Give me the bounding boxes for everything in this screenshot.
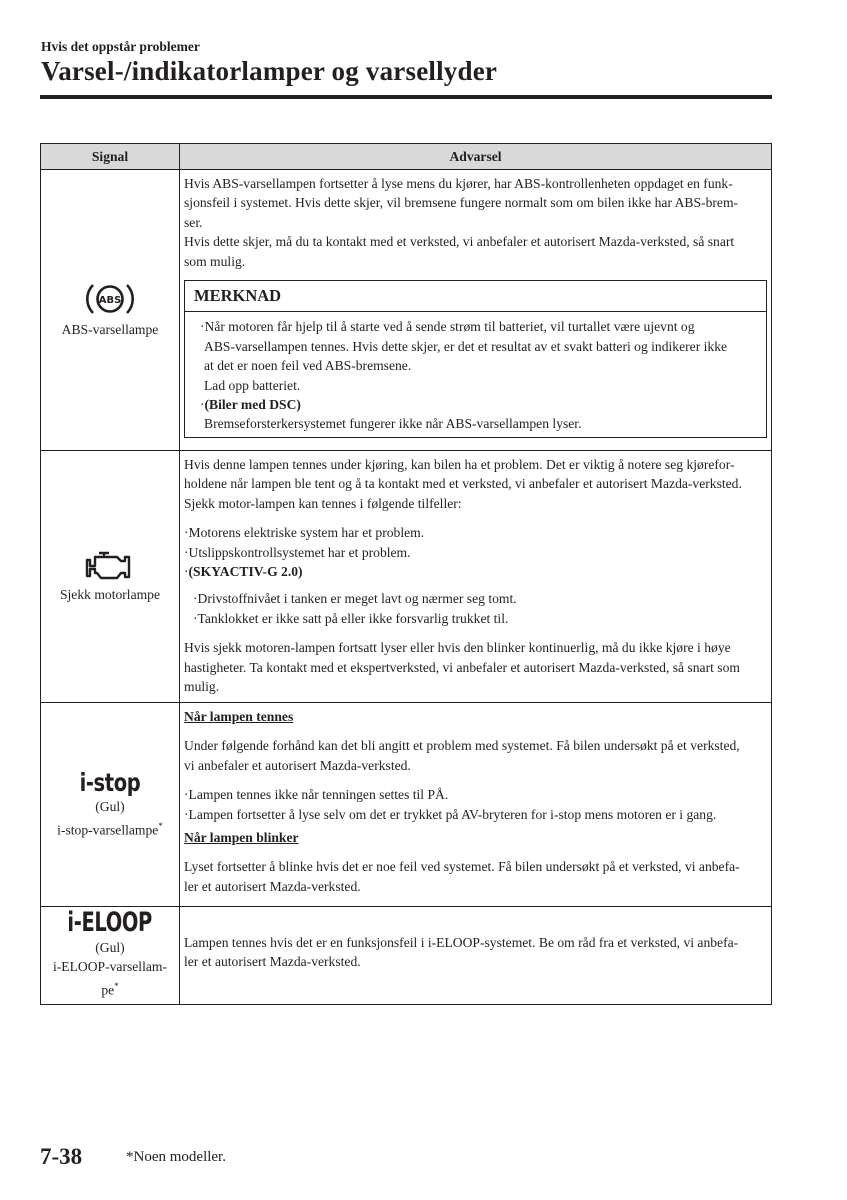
- ieloop-text-line: ler et autorisert Mazda-verksted.: [184, 954, 361, 970]
- note-line: ·Når motoren får hjelp til å starte ved å sende strøm til batteriet, vil turtallet være ujevnt og: [200, 319, 695, 335]
- warning-lamp-table: [40, 143, 772, 1005]
- warning-cell-check-engine: [180, 451, 772, 703]
- engine-check-icon: [85, 549, 135, 583]
- signal-cell-i-stop: [41, 703, 180, 907]
- table-row-check-engine: [41, 451, 772, 703]
- abs-text-line: som mulig.: [184, 253, 246, 269]
- note-line: Lad opp batteriet.: [204, 377, 301, 393]
- note-title: MERKNAD: [185, 281, 766, 312]
- i-stop-icon: i-stop: [79, 768, 141, 798]
- column-header-signal: Signal: [41, 144, 180, 170]
- abs-warning-icon: [84, 280, 136, 318]
- engine-text-line: hastigheter. Ta kontakt med et ekspertverksted, vi anbefaler et autorisert Mazda-verksted, så snart som: [184, 659, 740, 675]
- bullet-item: ·Lampen fortsetter å lyse selv om det er trykket på AV-bryteren for i-stop mens motoren er i gang.: [184, 806, 717, 822]
- bullet-item: ·Motorens elektriske system har et problem.: [184, 525, 425, 541]
- signal-cell-i-eloop: [41, 907, 180, 1005]
- note-line: at det er noen feil ved ABS-bremsene.: [204, 358, 412, 374]
- sub-heading-lamp-blinking: Når lampen blinker: [184, 830, 299, 846]
- signal-cell-check-engine: [41, 451, 180, 703]
- footnote: *Noen modeller.: [126, 1149, 226, 1165]
- engine-text-line: Hvis denne lampen tennes under kjøring, kan bilen ha et problem. Det er viktig å notere seg kjørefor-: [184, 457, 735, 472]
- ieloop-text-line: Lampen tennes hvis det er en funksjonsfeil i i-ELOOP-systemet. Be om råd fra et verksted, vi anbefa-: [184, 935, 739, 950]
- warning-cell-i-stop: [180, 703, 772, 907]
- note-line: ·(Biler med DSC): [200, 397, 301, 413]
- istop-text-line: Under følgende forhånd kan det bli angitt et problem med systemet. Få bilen undersøkt på et verksted,: [184, 738, 740, 754]
- signal-label-check-engine: Sjekk motorlampe: [59, 586, 161, 602]
- table-row-i-eloop: [41, 907, 772, 1005]
- i-eloop-icon: i-ELOOP: [67, 907, 153, 938]
- abs-text-line: Hvis dette skjer, må du ta kontakt med et verksted, vi anbefaler et autorisert Mazda-verksted, så snart: [184, 234, 735, 250]
- warning-cell-abs: [180, 170, 772, 451]
- note-box: [184, 280, 767, 438]
- signal-color-i-eloop: (Gul): [95, 940, 125, 955]
- istop-text-line: Lyset fortsetter å blinke hvis det er noe feil ved systemet. Få bilen undersøkt på et verksted, vi anbefa-: [184, 859, 740, 875]
- abs-icon-text: ABS: [98, 295, 122, 307]
- page-title: Varsel-/indikatorlamper og varsellyder: [41, 56, 498, 86]
- signal-cell-abs: [41, 170, 180, 451]
- abs-text-line: ser.: [184, 214, 203, 230]
- column-header-warning: Advarsel: [180, 144, 772, 170]
- note-line: Bremseforsterkersystemet fungerer ikke når ABS-varsellampen lyser.: [204, 416, 582, 432]
- bullet-item: ·(SKYACTIV-G 2.0): [184, 564, 303, 580]
- bullet-item: ·Lampen tennes ikke når tenningen settes til PÅ.: [184, 787, 449, 803]
- abs-text-line: Hvis ABS-varsellampen fortsetter å lyse mens du kjører, har ABS-kontrollenheten oppdaget en funk-: [184, 176, 733, 191]
- note-line: ABS-varsellampen tennes. Hvis dette skjer, er det et resultat av et svakt batteri og indikerer ikke: [204, 338, 728, 354]
- signal-label-i-eloop-cont: pe*: [101, 980, 119, 998]
- sub-heading-lamp-on: Når lampen tennes: [184, 709, 294, 724]
- sub-bullet-item: ·Drivstoffnivået i tanken er meget lavt og nærmer seg tomt.: [193, 591, 517, 607]
- abs-text-line: sjonsfeil i systemet. Hvis dette skjer, vil bremsene fungere normalt som om bilen ikke har ABS-brem-: [184, 195, 739, 211]
- warning-cell-i-eloop: [180, 907, 772, 1005]
- signal-label-i-stop: i-stop-varsellampe*: [57, 820, 163, 838]
- table-header-row: [41, 144, 772, 170]
- istop-text-line: ler et autorisert Mazda-verksted.: [184, 878, 361, 894]
- engine-text-line: Hvis sjekk motoren-lampen fortsatt lyser eller hvis den blinker kontinuerlig, må du ikke kjøre i høye: [184, 640, 731, 656]
- title-rule: [40, 95, 772, 99]
- engine-text-line: mulig.: [184, 679, 220, 695]
- page-number: 7-38: [40, 1144, 83, 1169]
- bullet-item: ·Utslippskontrollsystemet har et problem.: [184, 544, 411, 560]
- engine-text-line: Sjekk motor-lampen kan tennes i følgende tilfeller:: [184, 495, 462, 511]
- signal-label-i-eloop: i-ELOOP-varsellam-: [52, 959, 167, 975]
- sub-bullet-item: ·Tanklokket er ikke satt på eller ikke forsvarlig trukket til.: [193, 610, 509, 626]
- signal-color-i-stop: (Gul): [95, 799, 125, 815]
- table-row-abs: [41, 170, 772, 451]
- table-row-i-stop: [41, 703, 772, 907]
- istop-text-line: vi anbefaler et autorisert Mazda-verksted.: [184, 757, 411, 773]
- note-body: [185, 312, 766, 436]
- signal-label-abs: ABS-varsellampe: [61, 322, 159, 338]
- section-kicker: Hvis det oppstår problemer: [41, 39, 200, 54]
- engine-text-line: holdene når lampen ble tent og å ta kontakt med et verksted, vi anbefaler et autorisert Mazda-verksted.: [184, 476, 742, 492]
